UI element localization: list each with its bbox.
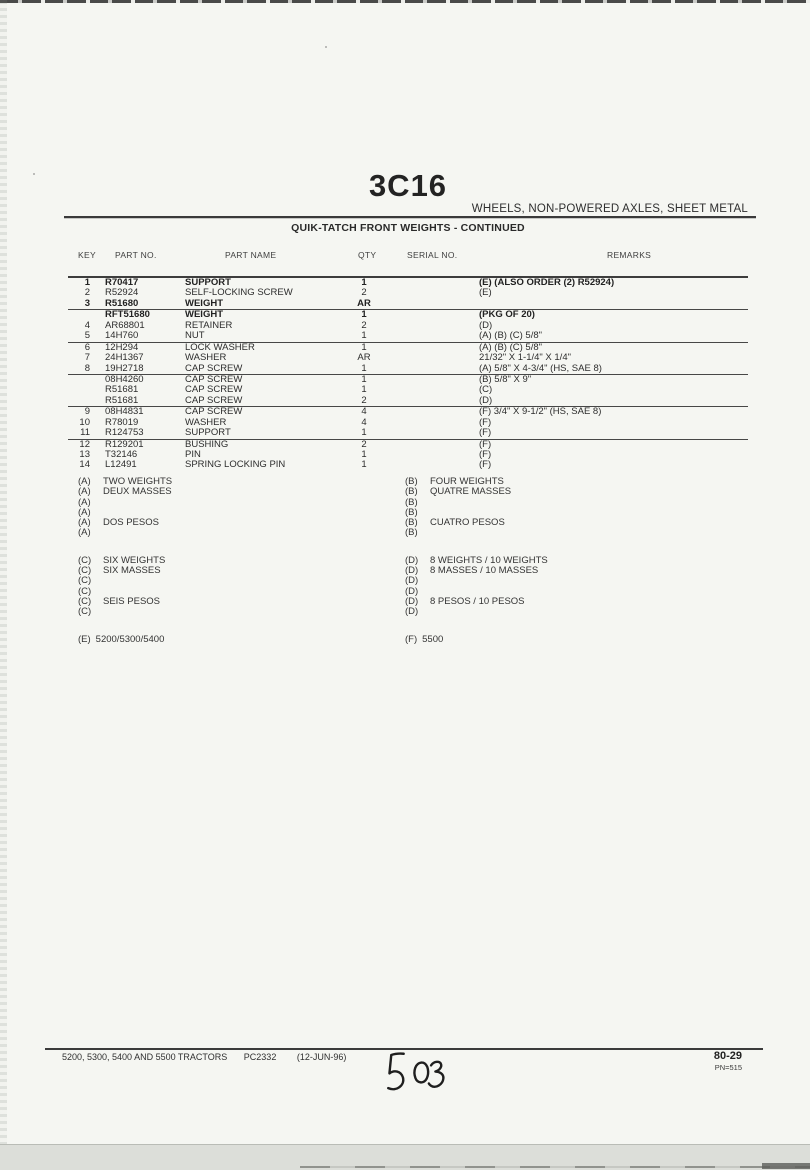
cell-remarks: (F) 3/4" X 9-1/2" (HS, SAE 8) bbox=[479, 406, 602, 418]
footer-catalog-number: PC2332 bbox=[243, 1052, 277, 1062]
cell-partno: R70417 bbox=[105, 277, 139, 288]
cell-remarks: 21/32" X 1-1/4" X 1/4" bbox=[479, 352, 571, 364]
cell-key: 12 bbox=[79, 438, 90, 450]
cell-qty: 1 bbox=[361, 341, 367, 353]
cell-qty: 2 bbox=[361, 394, 367, 406]
footnote-tag: (C) bbox=[78, 575, 92, 587]
cell-remarks: (C) bbox=[479, 384, 493, 396]
footnote-line bbox=[405, 498, 755, 508]
cell-key: 5 bbox=[84, 330, 90, 342]
table-row bbox=[68, 439, 748, 450]
cell-remarks: (B) 5/8" X 9" bbox=[479, 373, 532, 385]
footer-date: (12-JUN-96) bbox=[296, 1052, 347, 1062]
footnote-line bbox=[405, 487, 755, 497]
footnote-line bbox=[405, 597, 755, 607]
footnote-tag: (C) bbox=[78, 565, 92, 577]
col-header-qty: QTY bbox=[358, 250, 377, 260]
footnote-tag: (E) bbox=[78, 633, 91, 645]
cell-remarks: (A) (B) (C) 5/8" bbox=[479, 341, 543, 353]
cell-remarks: (D) bbox=[479, 394, 493, 406]
footnote-tag: (A) bbox=[78, 506, 91, 518]
footnote-tag: (B) bbox=[405, 527, 418, 539]
cell-name: CAP SCREW bbox=[185, 394, 243, 406]
footnote-tag: (B) bbox=[405, 476, 418, 487]
cell-key: 1 bbox=[84, 277, 90, 288]
cell-remarks: (D) bbox=[479, 319, 493, 331]
footnote-line bbox=[78, 518, 398, 528]
footnote-tag: (C) bbox=[78, 585, 92, 597]
cell-key: 14 bbox=[79, 459, 90, 471]
footnote-line bbox=[78, 635, 398, 645]
cell-name: SPRING LOCKING PIN bbox=[185, 459, 286, 471]
footnote-group bbox=[405, 635, 755, 645]
section-code: 3C16 bbox=[368, 168, 448, 203]
cell-name: WEIGHT bbox=[185, 309, 223, 321]
cell-key: 7 bbox=[84, 352, 90, 364]
cell-name: PIN bbox=[185, 449, 201, 460]
page-subtitle: QUIK-TATCH FRONT WEIGHTS - CONTINUED bbox=[291, 222, 525, 234]
footnote-group bbox=[78, 556, 398, 618]
handwritten-note-503 bbox=[380, 1047, 449, 1097]
footnote-text: QUATRE MASSES bbox=[430, 486, 512, 498]
table-row bbox=[68, 278, 748, 288]
footnote-tag: (A) bbox=[78, 496, 91, 508]
cell-remarks: (F) bbox=[479, 459, 492, 471]
footnote-line bbox=[405, 635, 755, 645]
footnote-tag: (C) bbox=[78, 606, 92, 618]
cell-qty: 1 bbox=[361, 449, 367, 460]
cell-partno: R51681 bbox=[105, 384, 139, 396]
footnote-tag: (D) bbox=[405, 575, 419, 587]
footnote-line bbox=[405, 566, 755, 576]
cell-qty: 1 bbox=[361, 384, 367, 396]
footnote-text: 5200/5300/5400 bbox=[95, 633, 165, 645]
footnote-line bbox=[78, 597, 398, 607]
table-row bbox=[68, 288, 748, 298]
cell-qty: 1 bbox=[361, 309, 367, 321]
cell-name: SUPPORT bbox=[185, 427, 231, 439]
footnote-group bbox=[78, 635, 398, 645]
footnote-text: TWO WEIGHTS bbox=[103, 476, 173, 487]
cell-partno: R129201 bbox=[105, 438, 144, 450]
footnote-tag: (F) bbox=[405, 633, 418, 645]
cell-remarks: (A) (B) (C) 5/8" bbox=[479, 330, 543, 342]
cell-name: CAP SCREW bbox=[185, 384, 243, 396]
header-rule bbox=[64, 216, 756, 218]
cell-remarks: (E) (ALSO ORDER (2) R52924) bbox=[479, 277, 615, 288]
cell-qty: 1 bbox=[361, 330, 367, 342]
cell-partno: 14H760 bbox=[105, 330, 139, 342]
footnote-line bbox=[78, 528, 398, 538]
cell-name: WEIGHT bbox=[185, 297, 223, 309]
table-row bbox=[68, 299, 748, 309]
cell-qty: 2 bbox=[361, 287, 367, 299]
footnote-text: SEIS PESOS bbox=[103, 595, 161, 607]
cell-name: SELF-LOCKING SCREW bbox=[185, 287, 293, 299]
table-row bbox=[68, 309, 748, 320]
table-row bbox=[68, 406, 748, 417]
cell-partno: 12H294 bbox=[105, 341, 139, 353]
cell-partno: R51680 bbox=[105, 297, 139, 309]
cell-key: 8 bbox=[84, 362, 90, 374]
cell-remarks: (F) bbox=[479, 416, 492, 428]
cell-partno: 19H2718 bbox=[105, 362, 144, 374]
scan-artifact-left-edge bbox=[0, 0, 7, 1145]
footnote-line bbox=[405, 528, 755, 538]
cell-key: 13 bbox=[79, 449, 90, 460]
cell-name: BUSHING bbox=[185, 438, 229, 450]
footnote-tag: (D) bbox=[405, 606, 419, 618]
cell-partno: T32146 bbox=[105, 449, 138, 460]
table-row bbox=[68, 418, 748, 428]
col-header-part-no: PART NO. bbox=[115, 250, 157, 260]
footnote-line bbox=[405, 518, 755, 528]
footnote-tag: (A) bbox=[78, 527, 91, 539]
cell-key: 10 bbox=[79, 416, 90, 428]
cell-remarks: (E) bbox=[479, 287, 492, 299]
table-row bbox=[68, 450, 748, 460]
cell-key: 11 bbox=[80, 427, 90, 439]
footer-page-block bbox=[714, 1050, 742, 1072]
scan-artifact-bottom-corner bbox=[762, 1163, 810, 1169]
table-row bbox=[68, 331, 748, 341]
cell-qty: 4 bbox=[361, 406, 367, 418]
footnote-text: DEUX MASSES bbox=[103, 486, 172, 498]
footnote-tag: (D) bbox=[405, 554, 419, 566]
scan-artifact-bottom-line bbox=[300, 1166, 810, 1168]
table-row bbox=[68, 342, 748, 353]
footnote-tag: (D) bbox=[405, 565, 419, 577]
footnote-tag: (C) bbox=[78, 554, 92, 566]
page-code: 80-29 bbox=[713, 1050, 742, 1062]
cell-partno: 24H1367 bbox=[105, 352, 144, 364]
cell-name: NUT bbox=[185, 330, 205, 342]
table-row bbox=[68, 321, 748, 331]
table-row bbox=[68, 353, 748, 363]
footnote-tag: (A) bbox=[78, 476, 91, 487]
section-title: WHEELS, NON-POWERED AXLES, SHEET METAL bbox=[471, 203, 748, 215]
footnote-text: DOS PESOS bbox=[103, 517, 159, 529]
footnotes-left-column bbox=[78, 477, 398, 662]
footnote-text: 8 PESOS / 10 PESOS bbox=[430, 595, 525, 607]
cell-partno: AR68801 bbox=[105, 319, 145, 331]
footnote-group bbox=[78, 477, 398, 539]
cell-key: 3 bbox=[84, 297, 90, 309]
cell-name: SUPPORT bbox=[185, 277, 231, 288]
table-row bbox=[68, 460, 748, 470]
footnote-tag: (A) bbox=[78, 517, 91, 529]
footnote-line bbox=[405, 607, 755, 617]
cell-name: WASHER bbox=[185, 352, 227, 364]
scan-artifact-top-edge bbox=[0, 0, 810, 3]
cell-qty: 1 bbox=[361, 277, 367, 288]
scan-speck bbox=[325, 46, 327, 48]
footnote-tag: (B) bbox=[405, 486, 418, 498]
cell-key: 9 bbox=[84, 406, 90, 418]
table-row bbox=[68, 385, 748, 395]
pn-number: PN=515 bbox=[714, 1063, 742, 1072]
cell-partno: R124753 bbox=[105, 427, 144, 439]
footnote-text: 8 MASSES / 10 MASSES bbox=[430, 565, 539, 577]
cell-partno: L12491 bbox=[105, 459, 137, 471]
footnote-line bbox=[78, 566, 398, 576]
cell-name: RETAINER bbox=[185, 319, 233, 331]
col-header-key: KEY bbox=[78, 250, 96, 260]
cell-qty: 1 bbox=[361, 459, 367, 471]
footer-model-line: 5200, 5300, 5400 AND 5500 TRACTORS bbox=[62, 1052, 228, 1062]
table-row bbox=[68, 396, 748, 406]
footnote-line bbox=[78, 576, 398, 586]
footnote-text: SIX WEIGHTS bbox=[103, 554, 166, 566]
footnote-tag: (D) bbox=[405, 595, 419, 607]
footnote-group bbox=[405, 477, 755, 539]
cell-qty: 1 bbox=[361, 427, 367, 439]
footnote-tag: (B) bbox=[405, 496, 418, 508]
col-header-serial-no: SERIAL NO. bbox=[407, 250, 458, 260]
cell-name: LOCK WASHER bbox=[185, 341, 255, 353]
parts-rows bbox=[68, 276, 748, 471]
footnote-text: 5500 bbox=[422, 633, 444, 645]
cell-qty: AR bbox=[357, 352, 371, 364]
cell-partno: 08H4260 bbox=[105, 373, 144, 385]
footnote-tag: (C) bbox=[78, 595, 92, 607]
footer-publication-info bbox=[62, 1052, 346, 1062]
col-header-part-name: PART NAME bbox=[225, 250, 277, 260]
table-row bbox=[68, 428, 748, 438]
cell-key: 4 bbox=[84, 319, 90, 331]
cell-key: 2 bbox=[84, 287, 90, 299]
footnote-tag: (B) bbox=[405, 517, 418, 529]
cell-qty: 2 bbox=[361, 319, 367, 331]
cell-qty: 1 bbox=[361, 373, 367, 385]
cell-partno: R52924 bbox=[105, 287, 139, 299]
cell-partno: R51681 bbox=[105, 394, 139, 406]
footnote-text: SIX MASSES bbox=[103, 565, 161, 577]
cell-qty: 1 bbox=[361, 362, 367, 374]
table-row bbox=[68, 364, 748, 374]
table-header-row bbox=[68, 248, 748, 276]
parts-table bbox=[68, 248, 748, 471]
cell-name: CAP SCREW bbox=[185, 406, 243, 418]
footnote-line bbox=[405, 576, 755, 586]
footnote-tag: (A) bbox=[78, 486, 91, 498]
footnotes-right-column bbox=[405, 477, 755, 662]
footnote-text: 8 WEIGHTS / 10 WEIGHTS bbox=[430, 554, 548, 566]
footnote-line bbox=[78, 607, 398, 617]
cell-partno: R78019 bbox=[105, 416, 139, 428]
footnote-text: CUATRO PESOS bbox=[430, 517, 505, 529]
scan-speck bbox=[33, 173, 35, 175]
cell-name: CAP SCREW bbox=[185, 362, 243, 374]
footnote-line bbox=[78, 487, 398, 497]
cell-remarks: (A) 5/8" X 4-3/4" (HS, SAE 8) bbox=[479, 362, 602, 374]
cell-key: 6 bbox=[84, 341, 90, 353]
cell-qty: 4 bbox=[361, 416, 367, 428]
col-header-remarks: REMARKS bbox=[607, 250, 652, 260]
cell-remarks: (F) bbox=[479, 438, 492, 450]
cell-name: CAP SCREW bbox=[185, 373, 243, 385]
cell-partno: RFT51680 bbox=[105, 309, 150, 321]
footnote-group bbox=[405, 556, 755, 618]
footnote-line bbox=[78, 498, 398, 508]
cell-qty: 2 bbox=[361, 438, 367, 450]
cell-remarks: (F) bbox=[479, 449, 492, 460]
cell-remarks: (PKG OF 20) bbox=[479, 309, 535, 321]
cell-qty: AR bbox=[357, 297, 371, 309]
cell-remarks: (F) bbox=[479, 427, 492, 439]
table-row bbox=[68, 374, 748, 385]
cell-name: WASHER bbox=[185, 416, 227, 428]
footnote-tag: (D) bbox=[405, 585, 419, 597]
cell-partno: 08H4831 bbox=[105, 406, 144, 418]
footnote-text: FOUR WEIGHTS bbox=[430, 476, 504, 487]
footnote-tag: (B) bbox=[405, 506, 418, 518]
